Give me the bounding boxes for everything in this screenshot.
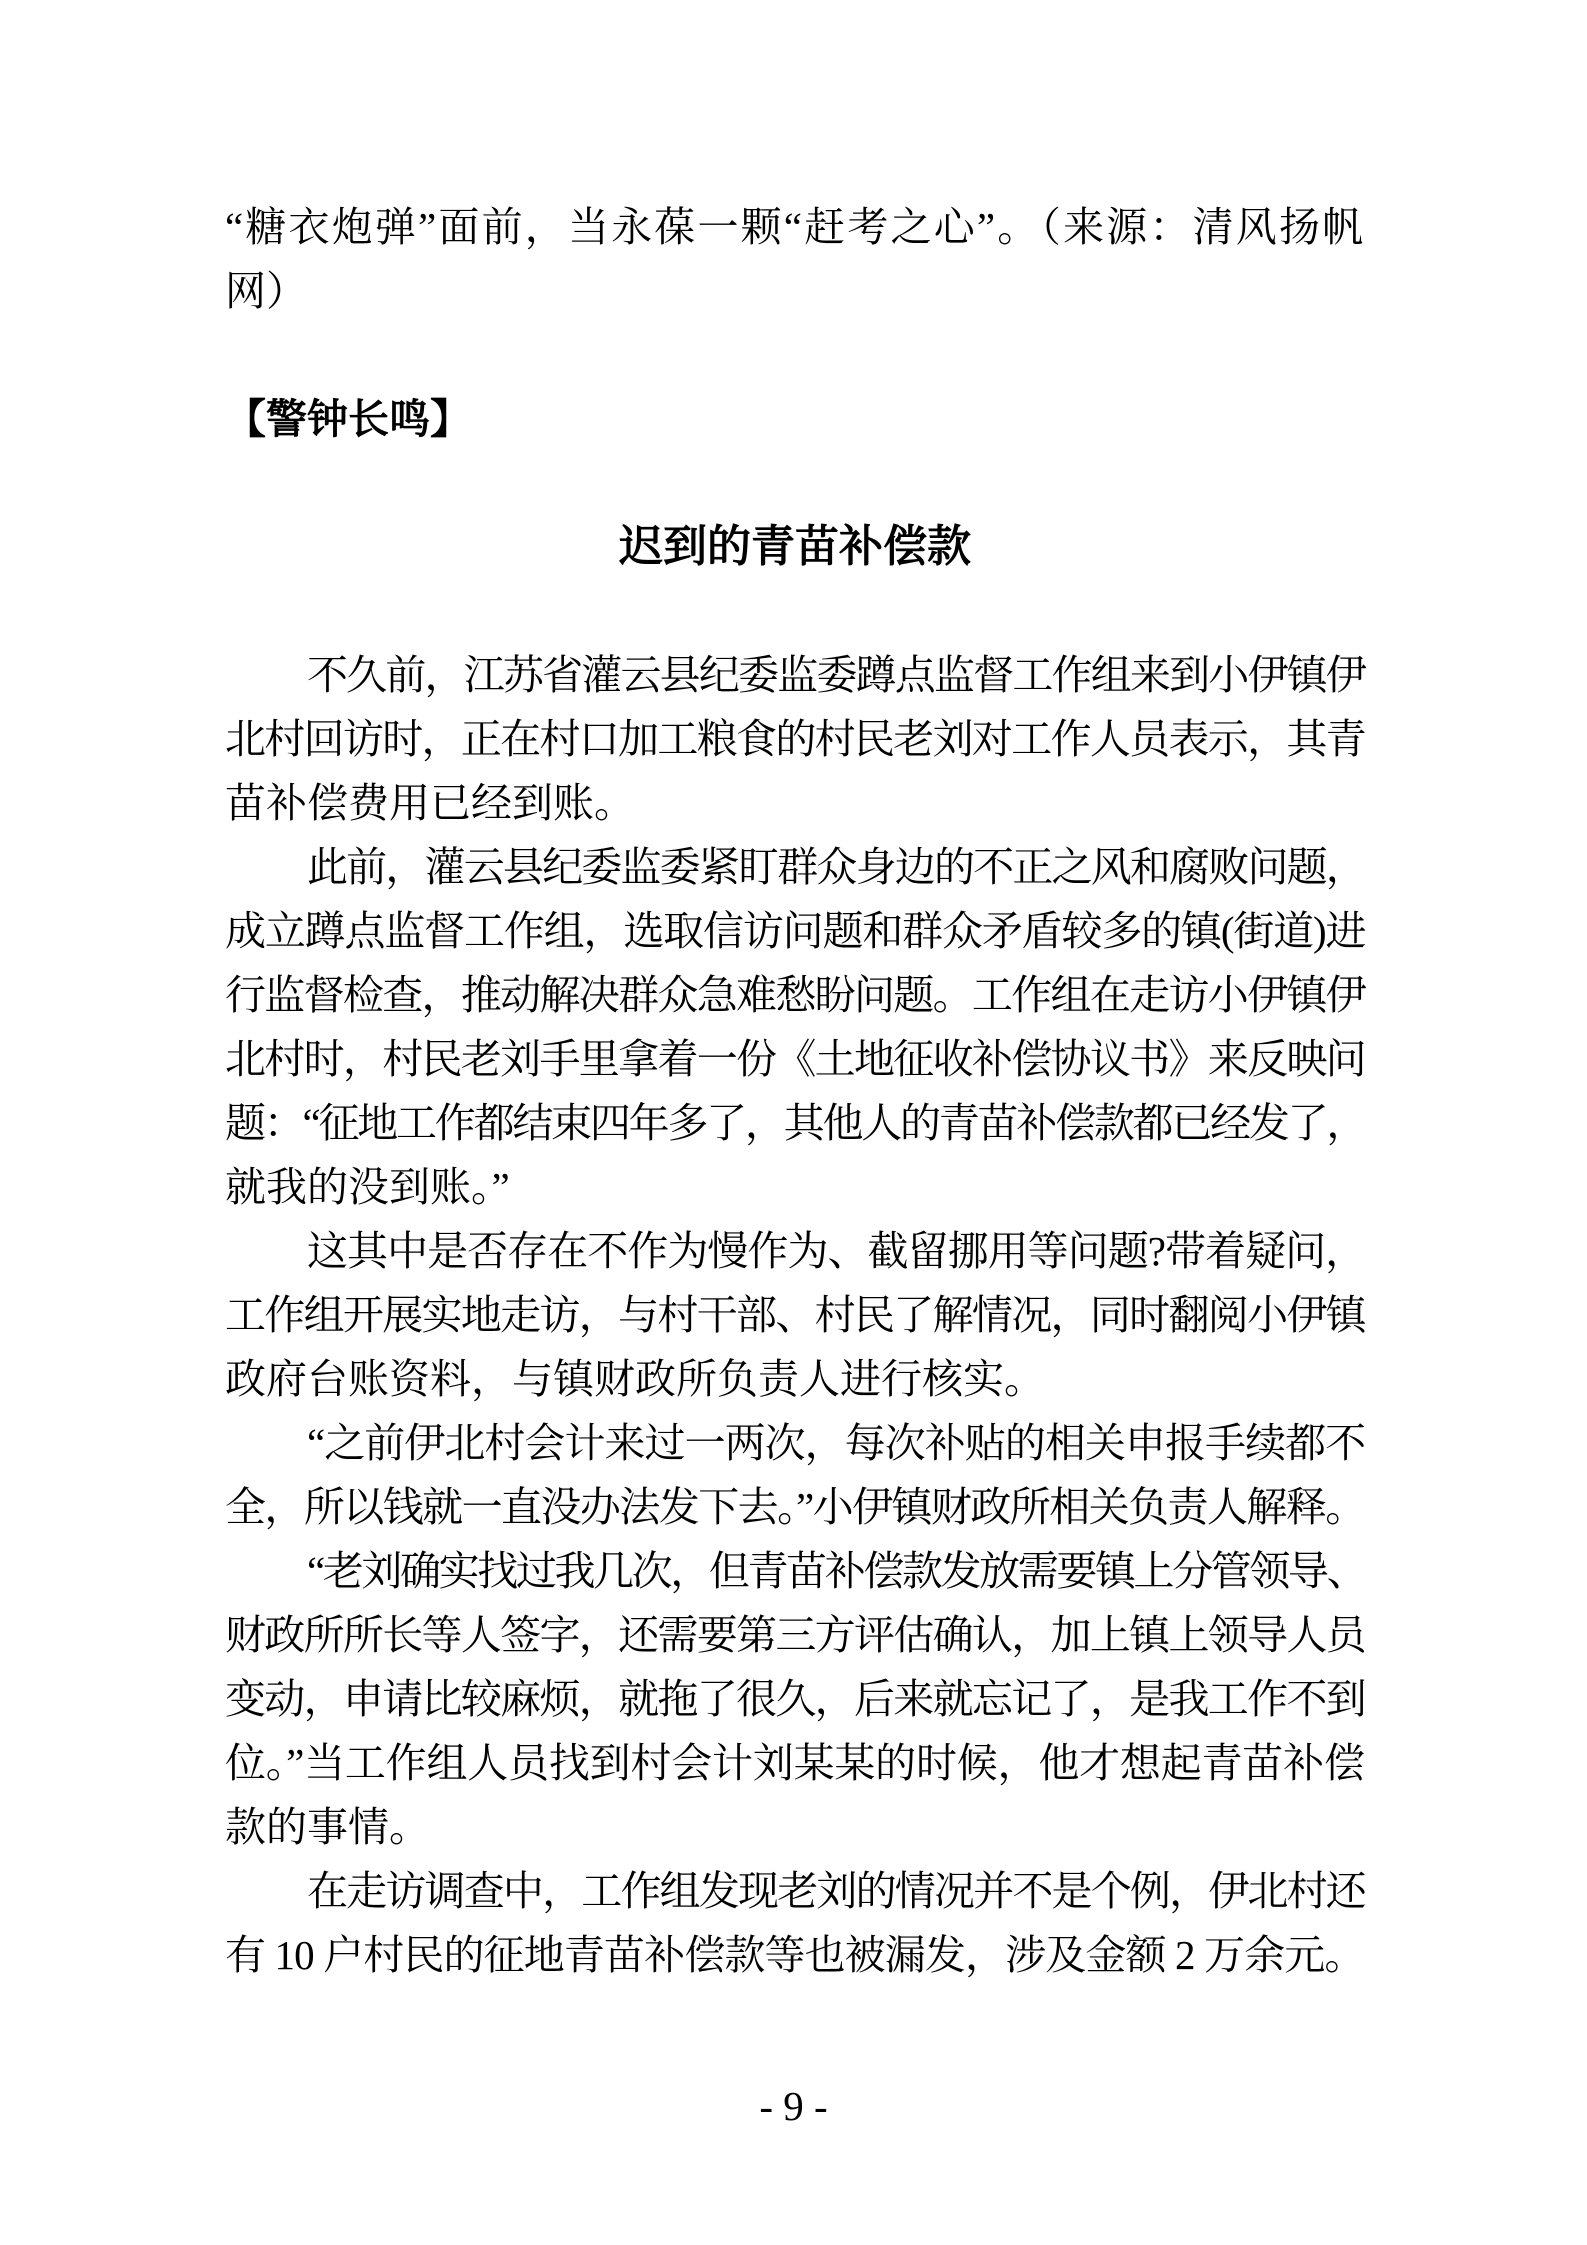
text-line: “老刘确实找过我几次，但青苗补偿款发放需要镇上分管领导、 [307,1548,1366,1594]
document-body [225,195,1365,1987]
blank-line [225,451,1365,515]
page-number: - 9 - [759,2083,828,2129]
text-line: 此前，灌云县纪委监委紧盯群众身边的不正之风和腐败问题， [307,844,1365,890]
text-line: “之前伊北村会计来过一两次，每次补贴的相关申报手续都不 [307,1420,1366,1466]
text-line: 位。”当工作组人员找到村会计刘某某的时候，他才想起青苗补偿 [225,1740,1365,1786]
text-line: 就我的没到账。” [225,1164,510,1210]
text-line: 款的事情。 [225,1804,430,1850]
text-line: 不久前，江苏省灌云县纪委监委蹲点监督工作组来到小伊镇伊 [307,652,1365,698]
text-line: 政府台账资料，与镇财政所负责人进行核实。 [225,1356,1045,1402]
text-line: 工作组开展实地走访，与村干部、村民了解情况，同时翻阅小伊镇 [225,1292,1365,1338]
text-line: 北村时，村民老刘手里拿着一份《土地征收补偿协议书》来反映问 [225,1036,1365,1082]
text-line: 在走访调查中，工作组发现老刘的情况并不是个例，伊北村还 [307,1868,1365,1914]
article-title: 迟到的青苗补偿款 [619,522,971,571]
text-line: 有 10 户村民的征地青苗补偿款等也被漏发，涉及金额 2 万余元。 [225,1932,1365,1978]
text-line: 这其中是否存在不作为慢作为、截留挪用等问题?带着疑问， [307,1228,1366,1274]
blank-line [225,323,1365,387]
section-header: 【警钟长鸣】 [225,396,471,442]
text-line: 变动，申请比较麻烦，就拖了很久，后来就忘记了，是我工作不到 [225,1676,1365,1722]
text-line: 财政所所长等人签字，还需要第三方评估确认，加上镇上领导人员 [225,1612,1365,1658]
text-line: 网） [225,268,307,314]
text-line: 全，所以钱就一直没办法发下去。”小伊镇财政所相关负责人解释。 [225,1484,1365,1530]
text-line: 苗补偿费用已经到账。 [225,780,635,826]
text-line: “糖衣炮弹”面前，当永葆一颗“赶考之心”。（来源：清风扬帆 [225,204,1366,250]
blank-line [225,579,1365,643]
text-line: 北村回访时，正在村口加工粮食的村民老刘对工作人员表示，其青 [225,716,1365,762]
text-line: 行监督检查，推动解决群众急难愁盼问题。工作组在走访小伊镇伊 [225,972,1365,1018]
text-line: 题：“征地工作都结束四年多了，其他人的青苗补偿款都已经发了， [225,1100,1366,1146]
text-line: 成立蹲点监督工作组，选取信访问题和群众矛盾较多的镇(街道)进 [225,908,1366,954]
